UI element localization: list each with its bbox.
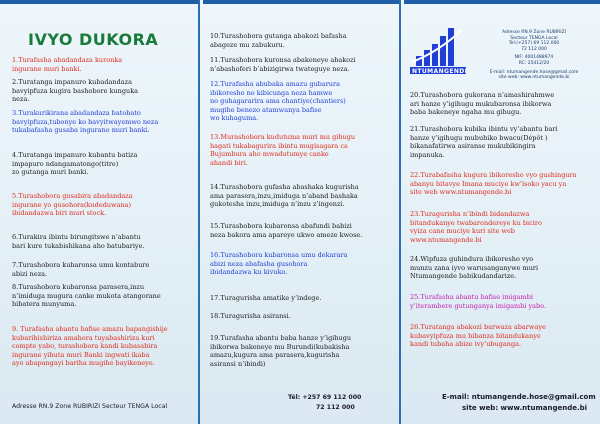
footer-tel-2: 72 112 000 [316,404,355,411]
service-line: ibidandazwa biri muri stock. [12,209,107,218]
service-line: Bujumbura aho mwadutumye canke [210,150,329,159]
service-item-21 [410,125,558,159]
footer-email[interactable]: E-mail: ntumangende.hose@gmail.com [442,393,596,401]
service-line: 15.Turashobora kubaronsa abafundi babizi [210,222,352,230]
service-item-5 [12,192,133,218]
service-line: 22.Turabafasha kugura ibikoresho vyo gushingura [410,171,577,179]
service-item-14 [210,183,359,209]
service-line: vyiza cane muciye kuri site web [410,227,515,236]
service-item-1 [12,56,122,73]
page-title: IVYO DUKORA [28,30,159,49]
service-line: 12.Turafasha abubaka amazu gubarura [210,80,340,88]
service-line: abanyu bitavye Imana muciye kw’isoko yacu ya [410,179,567,188]
footer-address: Adresse RN.9 Zone RUBIRIZI Secteur TENGA Local [12,403,168,410]
service-item-19 [210,334,351,368]
service-item-18 [210,312,291,321]
service-line: 14.Turashobora gufasha abashaka kugurisha [210,183,359,191]
service-line: ingurane yihuta muri Banki ingwati ikaba [12,350,150,359]
service-line: ari hanze y’igihugu mukubaronsa ibikorwa [410,99,552,108]
address-line: Adresse RN.9 Zone RUBIRIZI [501,30,567,35]
service-line: abageze mu zabukuru. [210,40,285,49]
service-line: bari kure tukabishikana aho batubariye. [12,241,145,250]
company-header [404,4,600,88]
service-line: munzu zana iyvo warusanganywe muri [410,263,539,272]
service-item-13 [210,133,355,167]
service-line: ayo abapangayi bariha mugihe bayikeneye. [12,359,155,368]
service-line: abizi neza abafasha gusohora [210,259,308,268]
service-line: kubarihishiriza amahera tuyabashiriza kuri [12,333,155,342]
service-line: 5.Turashobora gusabira abadandaza [12,192,133,200]
service-line: ibidandazwa ku kivuko. [210,268,288,277]
service-line: 7.Turashobora kubaronsa umu kontabure [12,261,150,269]
service-item-25 [410,293,546,310]
service-line: 21.Turashobora kubika ibintu vy’abantu bari [410,125,558,133]
service-line: 1.Turafasha abadandaza kuronka [12,56,123,64]
service-line: baba bakeneye ngaha mu gihugu. [410,108,522,117]
service-item-17 [210,294,321,303]
address-line: RC: 25412/20 [518,60,550,66]
service-line: no guhagararira ama chantiye(chantiers) [210,97,346,106]
service-line: hanze y’igihugu mububiko bwacu(Dépôt ) [410,133,548,142]
service-item-11 [210,56,356,73]
service-item-7 [12,261,149,278]
service-line: abizi neza. [12,269,48,278]
service-item-9 [12,325,168,368]
service-line: ama parasera,inzu,imiduga n’aband bashaka [210,191,358,200]
service-line: mugihe benezo atamwanya bafise [210,105,322,114]
service-item-4 [12,151,137,177]
service-line: zo gutanga muri banki. [12,168,89,177]
service-line: ingurane muri banki. [12,64,82,73]
service-line: Ntumangende babikudandarize. [410,272,517,281]
service-line: impapuro ndangamatongo(titre) [12,159,119,168]
service-line: gukotesha inzu,imiduga n’inzu z’ingenzi. [210,200,345,209]
service-line: bitandukanye twabarondereye ku biciro [410,218,542,227]
service-item-12 [210,80,346,123]
service-line: 20.Turashobora gukorana n’amashirahmwe [410,91,555,99]
service-line: 18.Turagurisha asiransi. [210,312,291,320]
service-line: asiransi n’ibindi) [210,359,266,368]
address-line: NIF: 4001488974 [514,55,554,61]
service-line: y’iterambere gutunganya imigambi yabo. [410,301,547,310]
address-line: E-mail: ntumangende.hose@gmail.com [489,69,579,75]
footer-website[interactable]: site web: www.ntumangende.bi [462,404,588,412]
service-line: n’abashoferi b’abizigirwa twateguye neza. [210,64,350,73]
service-line: 19.Turafasha abantu baba hanze y’igihugu [210,334,352,342]
address-line: 72 112 000 [521,46,547,52]
service-line: ahandi biri. [210,158,248,167]
service-line: ibikoresho no kibicunga neza hamwe [210,88,333,97]
service-line: neza. [12,95,30,104]
address-line: site web: www.ntumangende.bi [498,75,570,81]
service-line: www.ntumangende.bi [410,235,482,244]
address-block [470,30,598,81]
service-item-15 [210,222,362,239]
service-line: 9. Turafasha abantu bafise amazu bapangishije [12,325,168,333]
service-line: ibikorwa bakeneye mu Burundi(kubakisha [210,342,350,351]
service-line: tukabafasha gusaba ingurane muri banki. [12,126,150,135]
service-line: bibatera munyuma. [12,300,77,309]
service-line: impanuka. [410,150,445,159]
service-line: 10.Turashobora gutanga abakozi bafasha [210,32,347,40]
service-line: ingurane yo gusohora(kudeduwana) [12,200,132,209]
service-line: compte yabo, turashobora kandi kubasabira [12,342,158,351]
service-item-24 [410,255,538,281]
service-line: 2.Turatanga impanuro kubadandaza [12,78,132,86]
service-line: 23.Turagurisha n’ibindi bidandazwa [410,210,530,218]
service-line: bavyipfuza,tubonye ko bavyitwayemwo neza [12,117,159,126]
service-line: n’imiduga mugura canke mukota atangorane [12,291,161,300]
service-item-22 [410,171,577,197]
service-line: 3.Turakurikirana abadandaza batobato [12,109,141,117]
service-line: bikanafatirwa asiranse mukubikingira [410,142,536,151]
service-line: kandi tubaha abize ivy’ubuganga. [410,340,522,349]
footer-tel: Tél: +257 69 112 000 [288,394,362,401]
service-line: 6.Turakira ibintu birungitswe n’abantu [12,233,141,241]
service-item-20 [410,91,554,117]
address-line: Secteur TENGA Local [510,35,558,41]
service-line: 26.Turatanga abakozi barwaza abarwaye [410,323,546,331]
service-line: neza bakora ama apareye ukwo ameze kwose. [210,230,363,239]
service-line: 25.Turafasha abantu bafise imigambi [410,293,533,301]
service-line: kubavyipfuza mu bibanza bitandukanye [410,331,541,340]
service-line: 8.Turashobora kubaronsa parasera,inzu [12,283,145,291]
service-item-3 [12,109,158,135]
service-line: amazu,kugura ama parasera,kugurisha [210,351,340,360]
service-line: 11.Turashobora kuronsa abakeneye abakozi [210,56,356,64]
service-line: 4.Turatanga impanuro kubantu batiza [12,151,138,159]
logo-text: NTUMANGENDE [412,68,470,75]
service-line: hagati tukabagurira ibintu mugisagara ca [210,141,348,150]
service-item-8 [12,283,161,309]
service-item-23 [410,210,542,244]
service-line: site web www.ntumangende.bi [410,188,512,197]
service-item-10 [210,32,347,49]
service-line: 13.Murashobora kudutuma muri mu gihugu [210,133,356,141]
service-line: wo kuhaguma. [210,114,259,123]
service-line: bavyipfuza kugira bashobore kunguka [12,86,139,95]
service-item-6 [12,233,145,250]
address-line: Tel:(+257) 69 112 000 [508,41,560,47]
service-item-16 [210,251,347,277]
service-line: 16.Turashobora kubaronsa umu dekarara [210,251,348,259]
service-line: 24.Wipfuza guhindura ibikoresho vyo [410,255,534,263]
service-item-26 [410,323,546,349]
service-item-2 [12,78,138,104]
service-line: 17.Turagurisha amatike y’indege. [210,294,322,302]
